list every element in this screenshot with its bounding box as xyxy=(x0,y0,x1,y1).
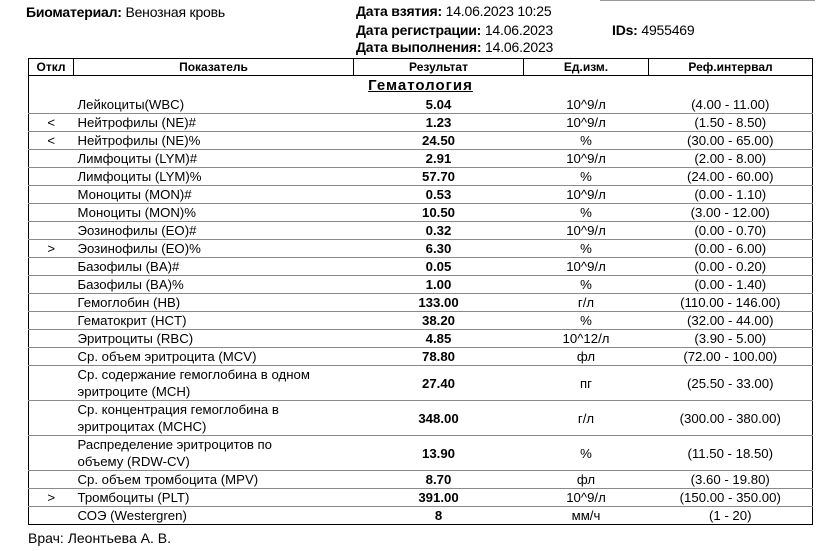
unit-value: 10^9/л xyxy=(524,186,649,204)
doctor-label: Врач: xyxy=(28,530,64,546)
unit-value: 10^9/л xyxy=(524,258,649,276)
indicator-name-line1: Ср. содержание гемоглобина в одном xyxy=(77,367,310,382)
result-value: 38.20 xyxy=(354,312,524,330)
unit-value: % xyxy=(524,240,649,258)
result-value: 348.00 xyxy=(354,401,524,436)
reference-interval: (3.00 - 12.00) xyxy=(649,204,813,222)
reference-interval: (0.00 - 1.40) xyxy=(649,276,813,294)
result-flag xyxy=(29,507,74,525)
taken-date-info xyxy=(356,3,551,19)
indicator-name: Базофилы (BA)# xyxy=(74,258,354,276)
registered-value: 14.06.2023 xyxy=(484,22,553,38)
table-row xyxy=(29,168,813,186)
results-table xyxy=(28,58,813,525)
reference-interval: (24.00 - 60.00) xyxy=(649,168,813,186)
table-row xyxy=(29,276,813,294)
indicator-name: Лейкоциты(WBC) xyxy=(74,96,354,114)
result-value: 0.53 xyxy=(354,186,524,204)
unit-value: 10^9/л xyxy=(524,114,649,132)
reference-interval: (3.60 - 19.80) xyxy=(649,471,813,489)
table-row xyxy=(29,366,813,401)
table-row xyxy=(29,294,813,312)
result-flag xyxy=(29,330,74,348)
biomaterial-label: Биоматериал: xyxy=(26,4,122,20)
indicator-name: Тромбоциты (PLT) xyxy=(74,489,354,507)
table-row xyxy=(29,312,813,330)
taken-value: 14.06.2023 10:25 xyxy=(445,3,552,19)
reference-interval: (110.00 - 146.00) xyxy=(649,294,813,312)
result-flag: > xyxy=(29,240,74,258)
table-row xyxy=(29,222,813,240)
result-flag xyxy=(29,222,74,240)
result-value: 10.50 xyxy=(354,204,524,222)
unit-value: % xyxy=(524,168,649,186)
indicator-name xyxy=(74,436,354,471)
indicator-name: Лимфоциты (LYM)% xyxy=(74,168,354,186)
completed-value: 14.06.2023 xyxy=(485,39,554,55)
reference-interval: (3.90 - 5.00) xyxy=(649,330,813,348)
result-value: 0.32 xyxy=(354,222,524,240)
result-flag xyxy=(29,312,74,330)
reference-interval: (72.00 - 100.00) xyxy=(649,348,813,366)
result-value: 391.00 xyxy=(354,489,524,507)
result-value: 27.40 xyxy=(354,366,524,401)
reference-interval: (25.50 - 33.00) xyxy=(649,366,813,401)
result-value: 1.00 xyxy=(354,276,524,294)
result-flag: < xyxy=(29,132,74,150)
table-row xyxy=(29,96,813,114)
results-body xyxy=(29,76,813,525)
indicator-name-line2: эритроците (MCH) xyxy=(77,384,191,399)
reference-interval: (300.00 - 380.00) xyxy=(649,401,813,436)
indicator-name-line1: Ср. концентрация гемоглобина в xyxy=(77,402,279,417)
result-flag xyxy=(29,258,74,276)
result-flag: > xyxy=(29,489,74,507)
unit-value: фл xyxy=(524,471,649,489)
result-flag xyxy=(29,401,74,436)
indicator-name xyxy=(74,401,354,436)
column-header-deviation: Откл xyxy=(29,59,74,76)
reference-interval: (150.00 - 350.00) xyxy=(649,489,813,507)
unit-value: % xyxy=(524,204,649,222)
unit-value: г/л xyxy=(524,294,649,312)
indicator-name: Ср. объем эритроцита (MCV) xyxy=(74,348,354,366)
table-row xyxy=(29,471,813,489)
column-header-indicator: Показатель xyxy=(74,59,354,76)
table-header-row xyxy=(29,59,813,76)
unit-value: % xyxy=(524,312,649,330)
reference-interval: (0.00 - 0.70) xyxy=(649,222,813,240)
table-row xyxy=(29,132,813,150)
completion-date-info xyxy=(356,39,553,55)
indicator-name: Нейтрофилы (NE)% xyxy=(74,132,354,150)
table-row xyxy=(29,348,813,366)
result-value: 13.90 xyxy=(354,436,524,471)
result-value: 8 xyxy=(354,507,524,525)
unit-value: 10^9/л xyxy=(524,96,649,114)
indicator-name: Эритроциты (RBC) xyxy=(74,330,354,348)
ids-value: 4955469 xyxy=(641,22,695,38)
biomaterial-info xyxy=(26,4,225,20)
reference-interval: (0.00 - 1.10) xyxy=(649,186,813,204)
indicator-name: Эозинофилы (EO)% xyxy=(74,240,354,258)
unit-value: фл xyxy=(524,348,649,366)
indicator-name: Лимфоциты (LYM)# xyxy=(74,150,354,168)
reference-interval: (1.50 - 8.50) xyxy=(649,114,813,132)
unit-value: 10^9/л xyxy=(524,150,649,168)
column-header-result: Результат xyxy=(354,59,524,76)
result-value: 57.70 xyxy=(354,168,524,186)
result-flag xyxy=(29,276,74,294)
indicator-name: Гемоглобин (HB) xyxy=(74,294,354,312)
result-flag xyxy=(29,471,74,489)
registered-label: Дата регистрации: xyxy=(356,22,482,38)
result-flag xyxy=(29,204,74,222)
result-flag xyxy=(29,348,74,366)
registration-date-info xyxy=(356,22,553,38)
result-value: 24.50 xyxy=(354,132,524,150)
indicator-name: Моноциты (MON)# xyxy=(74,186,354,204)
indicator-name-line2: эритроцитах (MCHC) xyxy=(77,419,207,434)
unit-value: пг xyxy=(524,366,649,401)
table-row xyxy=(29,240,813,258)
section-row xyxy=(29,76,813,97)
indicator-name: Базофилы (BA)% xyxy=(74,276,354,294)
indicator-name: Ср. объем тромбоцита (MPV) xyxy=(74,471,354,489)
unit-value: % xyxy=(524,436,649,471)
table-row xyxy=(29,258,813,276)
table-row xyxy=(29,489,813,507)
result-value: 133.00 xyxy=(354,294,524,312)
indicator-name xyxy=(74,366,354,401)
result-value: 4.85 xyxy=(354,330,524,348)
indicator-name-line2: объему (RDW-CV) xyxy=(77,454,190,469)
indicator-name: Гематокрит (HCT) xyxy=(74,312,354,330)
reference-interval: (0.00 - 6.00) xyxy=(649,240,813,258)
ids-label: IDs: xyxy=(612,22,638,38)
result-flag xyxy=(29,436,74,471)
table-row xyxy=(29,204,813,222)
top-divider xyxy=(600,0,815,1)
result-flag xyxy=(29,150,74,168)
table-row xyxy=(29,436,813,471)
indicator-name: Нейтрофилы (NE)# xyxy=(74,114,354,132)
column-header-reference: Реф.интервал xyxy=(649,59,813,76)
result-flag xyxy=(29,96,74,114)
table-row xyxy=(29,114,813,132)
doctor-name: Леонтьева А. В. xyxy=(67,530,171,546)
table-row xyxy=(29,150,813,168)
table-row xyxy=(29,186,813,204)
result-value: 2.91 xyxy=(354,150,524,168)
table-row xyxy=(29,507,813,525)
biomaterial-value: Венозная кровь xyxy=(125,4,225,20)
result-flag: < xyxy=(29,114,74,132)
section-title: Гематология xyxy=(29,76,813,97)
result-value: 6.30 xyxy=(354,240,524,258)
reference-interval: (32.00 - 44.00) xyxy=(649,312,813,330)
reference-interval: (1 - 20) xyxy=(649,507,813,525)
ids-info xyxy=(612,22,694,38)
unit-value: % xyxy=(524,132,649,150)
taken-label: Дата взятия: xyxy=(356,3,442,19)
result-value: 0.05 xyxy=(354,258,524,276)
unit-value: % xyxy=(524,276,649,294)
reference-interval: (0.00 - 0.20) xyxy=(649,258,813,276)
doctor-signature xyxy=(28,530,171,546)
table-row xyxy=(29,330,813,348)
result-value: 8.70 xyxy=(354,471,524,489)
table-row xyxy=(29,401,813,436)
indicator-name-line1: Распределение эритроцитов по xyxy=(77,437,273,452)
unit-value: г/л xyxy=(524,401,649,436)
result-flag xyxy=(29,294,74,312)
result-flag xyxy=(29,366,74,401)
result-value: 1.23 xyxy=(354,114,524,132)
unit-value: 10^9/л xyxy=(524,222,649,240)
reference-interval: (2.00 - 8.00) xyxy=(649,150,813,168)
reference-interval: (30.00 - 65.00) xyxy=(649,132,813,150)
column-header-unit: Ед.изм. xyxy=(524,59,649,76)
unit-value: 10^12/л xyxy=(524,330,649,348)
indicator-name: Моноциты (MON)% xyxy=(74,204,354,222)
indicator-name: СОЭ (Westergren) xyxy=(74,507,354,525)
result-flag xyxy=(29,168,74,186)
result-value: 5.04 xyxy=(354,96,524,114)
reference-interval: (4.00 - 11.00) xyxy=(649,96,813,114)
reference-interval: (11.50 - 18.50) xyxy=(649,436,813,471)
indicator-name: Эозинофилы (EO)# xyxy=(74,222,354,240)
result-flag xyxy=(29,186,74,204)
unit-value: 10^9/л xyxy=(524,489,649,507)
unit-value: мм/ч xyxy=(524,507,649,525)
completed-label: Дата выполнения: xyxy=(356,39,482,55)
result-value: 78.80 xyxy=(354,348,524,366)
